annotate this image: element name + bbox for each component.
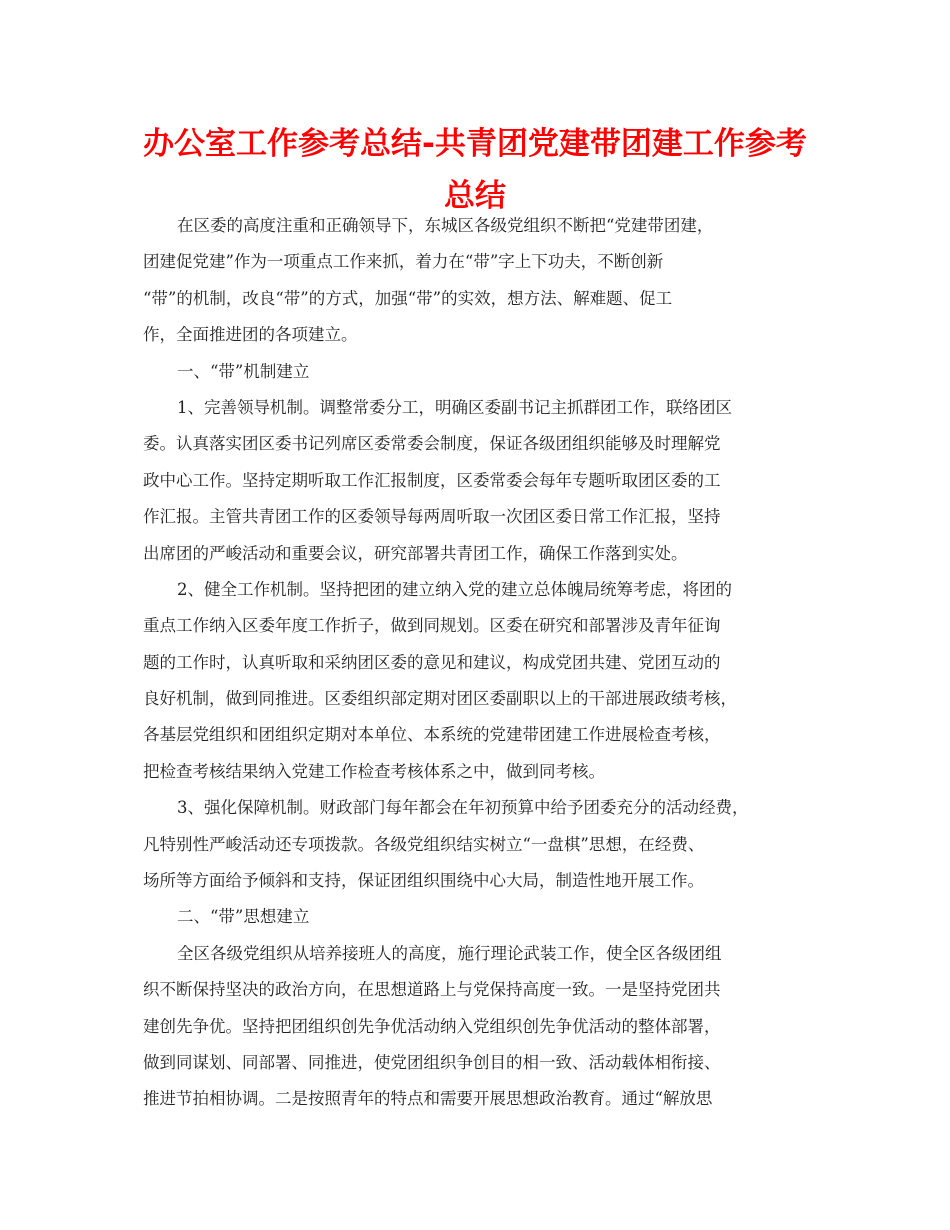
text-line: 良好机制，做到同推进。区委组织部定期对团区委副职以上的干部进展政绩考核， bbox=[143, 689, 737, 709]
text-line: 作汇报。主管共青团工作的区委领导每两周听取一次团区委日常工作汇报，坚持 bbox=[143, 507, 721, 527]
text-line: 织不断保持坚决的政治方向，在思想道路上与党保持高度一致。一是坚持党团共 bbox=[143, 980, 721, 1000]
text-line: 2、健全工作机制。坚持把团的建立纳入党的建立总体魄局统筹考虑，将团的 bbox=[177, 579, 732, 599]
text-line: 场所等方面给予倾斜和支持，保证团组织围绕中心大局，制造性地开展工作。 bbox=[143, 871, 704, 891]
text-line: 出席团的严峻活动和重要会议，研究部署共青团工作，确保工作落到实处。 bbox=[143, 543, 688, 563]
text-line: 团建促党建”作为一项重点工作来抓，着力在“带”字上下功夫，不断创新 bbox=[143, 252, 664, 272]
text-line: 政中心工作。坚持定期听取工作汇报制度，区委常委会每年专题听取团区委的工 bbox=[143, 470, 721, 490]
text-line: “带”的机制，改良“带”的方式，加强“带”的实效，想方法、解难题、促工 bbox=[143, 288, 673, 308]
text-line: 全区各级党组织从培养接班人的高度，施行理论武装工作，使全区各级团组 bbox=[177, 943, 722, 963]
section-heading: 一、“带”机制建立 bbox=[177, 361, 310, 381]
text-line: 各基层党组织和团组织定期对本单位、本系统的党建带团建工作进展检查考核， bbox=[143, 725, 721, 745]
text-line: 把检查考核结果纳入党建工作检查考核体系之中，做到同考核。 bbox=[143, 761, 605, 781]
text-line: 做到同谋划、同部署、同推进，使党团组织争创目的相一致、活动载体相衔接、 bbox=[143, 1052, 721, 1072]
section-heading: 二、“带”思想建立 bbox=[177, 907, 310, 927]
document-body bbox=[143, 208, 815, 1118]
text-line: 在区委的高度注重和正确领导下，东城区各级党组织不断把“党建带团建， bbox=[177, 216, 714, 235]
document-title: 办公室工作参考总结-共青团党建带团建工作参考总结 bbox=[143, 126, 807, 214]
text-line: 凡特别性严峻活动还专项拨款。各级党组织结实树立“一盘棋”思想，在经费、 bbox=[143, 834, 705, 854]
text-line: 委。认真落实团区委书记列席区委常委会制度，保证各级团组织能够及时理解党 bbox=[143, 434, 721, 454]
text-line: 推进节拍相协调。二是按照青年的特点和需要开展思想政治教育。通过“解放思 bbox=[143, 1089, 713, 1109]
text-line: 重点工作纳入区委年度工作折子，做到同规划。区委在研究和部署涉及青年征询 bbox=[143, 616, 721, 636]
text-line: 1、完善领导机制。调整常委分工，明确区委副书记主抓群团工作，联络团区 bbox=[177, 397, 732, 417]
text-line: 题的工作时，认真听取和采纳团区委的意见和建议，构成党团共建、党团互动的 bbox=[143, 652, 721, 672]
text-line: 3、强化保障机制。财政部门每年都会在年初预算中给予团委充分的活动经费， bbox=[177, 798, 749, 818]
text-line: 作，全面推进团的各项建立。 bbox=[143, 325, 358, 345]
text-line: 建创先争优。坚持把团组织创先争优活动纳入党组织创先争优活动的整体部署， bbox=[143, 1016, 721, 1036]
